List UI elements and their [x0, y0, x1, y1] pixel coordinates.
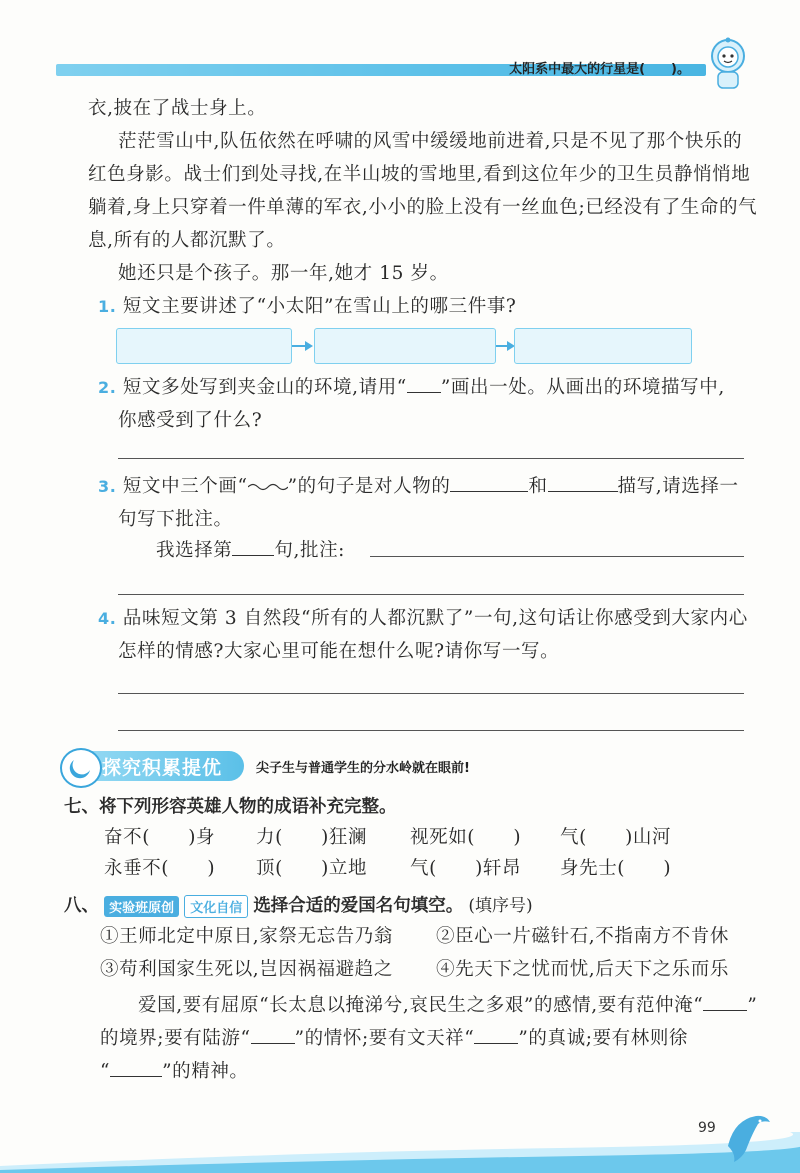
question-text: ”画出一处。从画出的环境描写中, — [440, 377, 725, 398]
section-subtitle: 尖子生与普通学生的分水岭就在眼前! — [256, 761, 470, 776]
idiom-item[interactable]: 身先士( ) — [560, 858, 672, 879]
fill-blank[interactable] — [450, 491, 528, 492]
option-3: ③苟利国家生死以,岂因祸福避趋之 — [100, 959, 393, 980]
question-3-cont: 句写下批注。 — [118, 509, 233, 530]
question-text: 短文多处写到夹金山的环境,请用“ — [122, 377, 407, 398]
fill-blank[interactable] — [703, 1010, 747, 1011]
fill-blank[interactable] — [110, 1076, 162, 1077]
fill-blank[interactable] — [474, 1043, 518, 1044]
fill-blank[interactable] — [232, 555, 274, 556]
question-number: 1. — [98, 297, 117, 316]
section-title: 探究积累提优 — [102, 757, 223, 779]
answer-box-1[interactable] — [116, 328, 292, 364]
question-1 — [98, 295, 516, 319]
question-3 — [98, 475, 739, 499]
dolphin-icon — [716, 1106, 776, 1166]
paragraph-text: “ — [100, 1061, 111, 1082]
idiom-item[interactable]: 气( )山河 — [560, 827, 672, 848]
paragraph-text: 爱国,要有屈原“长太息以掩涕兮,哀民生之多艰”的感情,要有范仲淹“ — [138, 995, 704, 1016]
idiom-item[interactable]: 视死如( ) — [410, 827, 522, 848]
question-4-cont: 怎样的情感?大家心里可能在想什么呢?请你写一写。 — [118, 641, 560, 662]
arrow-1 — [292, 345, 306, 347]
part8-paragraph — [138, 994, 757, 1018]
option-2: ②臣心一片磁针石,不指南方不肯休 — [436, 926, 729, 947]
question-number: 2. — [98, 378, 117, 397]
part8-paragraph — [100, 1027, 688, 1051]
badge-culture: 文化自信 — [184, 895, 248, 918]
question-text: 品味短文第 3 自然段“所有的人都沉默了”一句,这句话让你感受到大家内心 — [122, 608, 748, 629]
moon-icon — [60, 748, 102, 788]
question-3-choice — [156, 539, 345, 563]
question-text: 我选择第 — [156, 540, 233, 561]
idiom-item[interactable]: 奋不( )身 — [104, 827, 216, 848]
answer-line[interactable] — [118, 693, 744, 694]
badge-original: 实验班原创 — [104, 896, 179, 917]
question-text: ”的句子是对人物的 — [287, 476, 451, 497]
passage-line: 她还只是个孩子。那一年,她才 15 岁。 — [118, 263, 449, 284]
idiom-item[interactable]: 力( )狂澜 — [256, 827, 368, 848]
fill-blank[interactable] — [548, 491, 618, 492]
option-4: ④先天下之忧而忧,后天下之乐而乐 — [436, 959, 729, 980]
paragraph-text: ” — [747, 995, 758, 1016]
paragraph-text: ”的情怀;要有文天祥“ — [294, 1028, 475, 1049]
idiom-item[interactable]: 顶( )立地 — [256, 858, 368, 879]
paragraph-text: ”的精神。 — [162, 1061, 249, 1082]
answer-line[interactable] — [370, 556, 744, 557]
astronaut-mascot-icon — [706, 36, 750, 92]
passage-line: 息,所有的人都沉默了。 — [88, 230, 286, 251]
question-text: 和 — [528, 476, 548, 497]
question-2 — [98, 376, 725, 400]
paragraph-text: ”的真诚;要有林则徐 — [518, 1028, 689, 1049]
question-text: 句,批注: — [274, 540, 346, 561]
answer-line[interactable] — [118, 594, 744, 595]
underline-sample — [407, 392, 441, 393]
question-2-cont: 你感受到了什么? — [118, 410, 263, 431]
idiom-item[interactable]: 永垂不( ) — [104, 858, 216, 879]
fill-blank[interactable] — [251, 1043, 295, 1044]
page-number: 99 — [698, 1120, 716, 1136]
passage-line: 红色身影。战士们到处寻找,在半山坡的雪地里,看到这位年少的卫生员静悄悄地 — [88, 164, 751, 185]
part7-title: 七、将下列形容英雄人物的成语补充完整。 — [64, 797, 397, 817]
part8-header — [64, 891, 533, 918]
wavy-line-icon — [248, 482, 288, 492]
paragraph-text: 的境界;要有陆游“ — [100, 1028, 251, 1049]
part8-title: 选择合适的爱国名句填空。 — [253, 896, 464, 916]
answer-line[interactable] — [118, 730, 744, 731]
question-text: 短文主要讲述了“小太阳”在雪山上的哪三件事? — [122, 296, 517, 317]
footer-wave — [0, 1118, 800, 1173]
part8-note: (填序号) — [468, 896, 533, 916]
passage-line: 衣,披在了战士身上。 — [88, 98, 267, 119]
passage-line: 躺着,身上只穿着一件单薄的军衣,小小的脸上没有一丝血色;已经没有了生命的气 — [88, 197, 758, 218]
arrow-right-icon — [305, 341, 313, 351]
answer-box-3[interactable] — [514, 328, 692, 364]
header-quiz: 太阳系中最大的行星是( )。 — [509, 62, 690, 77]
part8-prefix: 八、 — [64, 896, 99, 916]
answer-box-2[interactable] — [314, 328, 496, 364]
question-number: 4. — [98, 609, 117, 628]
question-4 — [98, 607, 748, 631]
question-text: 短文中三个画“ — [122, 476, 248, 497]
option-1: ①王师北定中原日,家祭无忘告乃翁 — [100, 926, 393, 947]
part8-paragraph — [100, 1060, 249, 1084]
answer-line[interactable] — [118, 458, 744, 459]
idiom-item[interactable]: 气( )轩昂 — [410, 858, 522, 879]
passage-line: 茫茫雪山中,队伍依然在呼啸的风雪中缓缓地前进着,只是不见了那个快乐的 — [118, 131, 743, 152]
question-number: 3. — [98, 477, 117, 496]
question-text: 描写,请选择一 — [617, 476, 739, 497]
